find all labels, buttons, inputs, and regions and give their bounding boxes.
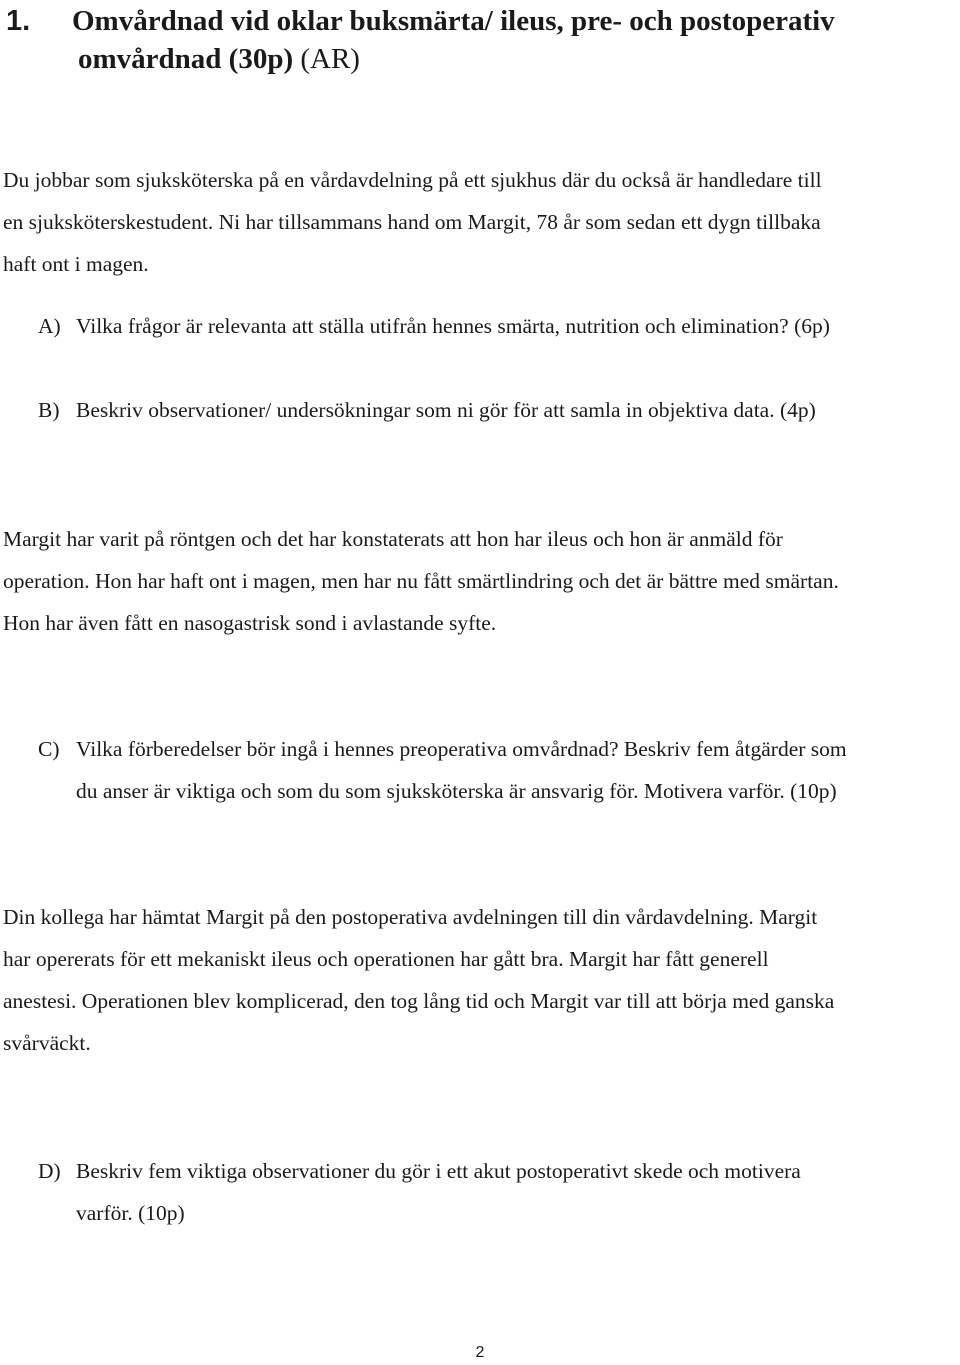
section-title-line2 bbox=[6, 40, 956, 78]
section-heading bbox=[6, 2, 956, 78]
intro-line-2: en sjuksköterskestudent. Ni har tillsammans hand om Margit, 78 år som sedan ett dygn tillbaka bbox=[3, 210, 821, 234]
intro-line-3: haft ont i magen. bbox=[3, 252, 149, 276]
question-c-text bbox=[38, 728, 958, 812]
question-c-line-2: du anser är viktiga och som du som sjuksköterska är ansvarig för. Motivera varför. (10p) bbox=[76, 779, 837, 803]
question-d-letter: D) bbox=[38, 1159, 61, 1183]
question-a-letter: A) bbox=[38, 314, 61, 338]
question-b-letter: B) bbox=[38, 398, 60, 422]
question-d bbox=[38, 1150, 958, 1234]
question-c-line-1: Vilka förberedelser bör ingå i hennes preoperativa omvårdnad? Beskriv fem åtgärder som bbox=[76, 737, 847, 761]
case-update-1-line-2: operation. Hon har haft ont i magen, men har nu fått smärtlindring och det är bättre med smärtan. bbox=[3, 569, 839, 593]
section-title-bold: omvårdnad (30p) bbox=[78, 43, 294, 75]
case-update-2-line-1: Din kollega har hämtat Margit på den postoperativa avdelningen till din vårdavdelning. Margit bbox=[3, 905, 818, 929]
question-c-letter: C) bbox=[38, 737, 60, 761]
case-update-1-line-1: Margit har varit på röntgen och det har konstaterats att hon har ileus och hon är anmäld för bbox=[3, 527, 783, 551]
section-number: 1. bbox=[6, 5, 31, 37]
question-d-line-2: varför. (10p) bbox=[76, 1201, 185, 1225]
case-update-paragraph-2 bbox=[3, 896, 953, 1064]
case-update-2-line-2: har opererats för ett mekaniskt ileus och operationen har gått bra. Margit har fått generell bbox=[3, 947, 769, 971]
intro-line-1: Du jobbar som sjuksköterska på en vårdavdelning på ett sjukhus där du också är handledare till bbox=[3, 168, 822, 192]
case-update-2-line-4: svårväckt. bbox=[3, 1031, 91, 1055]
section-title-line1: Omvårdnad vid oklar buksmärta/ ileus, pre- och postoperativ bbox=[72, 5, 835, 37]
question-a bbox=[38, 305, 958, 347]
question-a-text: Vilka frågor är relevanta att ställa utifrån hennes smärta, nutrition och elimination? (6p) bbox=[76, 314, 830, 338]
page-number: 2 bbox=[475, 1344, 485, 1361]
question-b-text: Beskriv observationer/ undersökningar som ni gör för att samla in objektiva data. (4p) bbox=[76, 398, 816, 422]
case-update-paragraph-1 bbox=[3, 518, 953, 644]
case-update-1-line-3: Hon har även fått en nasogastrisk sond i avlastande syfte. bbox=[3, 611, 497, 635]
question-d-text bbox=[38, 1150, 958, 1234]
question-d-line-1: Beskriv fem viktiga observationer du gör i ett akut postoperativt skede och motivera bbox=[76, 1159, 801, 1183]
section-author-tag: (AR) bbox=[293, 43, 360, 75]
case-update-2-line-3: anestesi. Operationen blev komplicerad, den tog lång tid och Margit var till att börja med ganska bbox=[3, 989, 835, 1013]
intro-paragraph bbox=[3, 159, 953, 285]
question-b bbox=[38, 389, 958, 431]
question-c bbox=[38, 728, 958, 812]
